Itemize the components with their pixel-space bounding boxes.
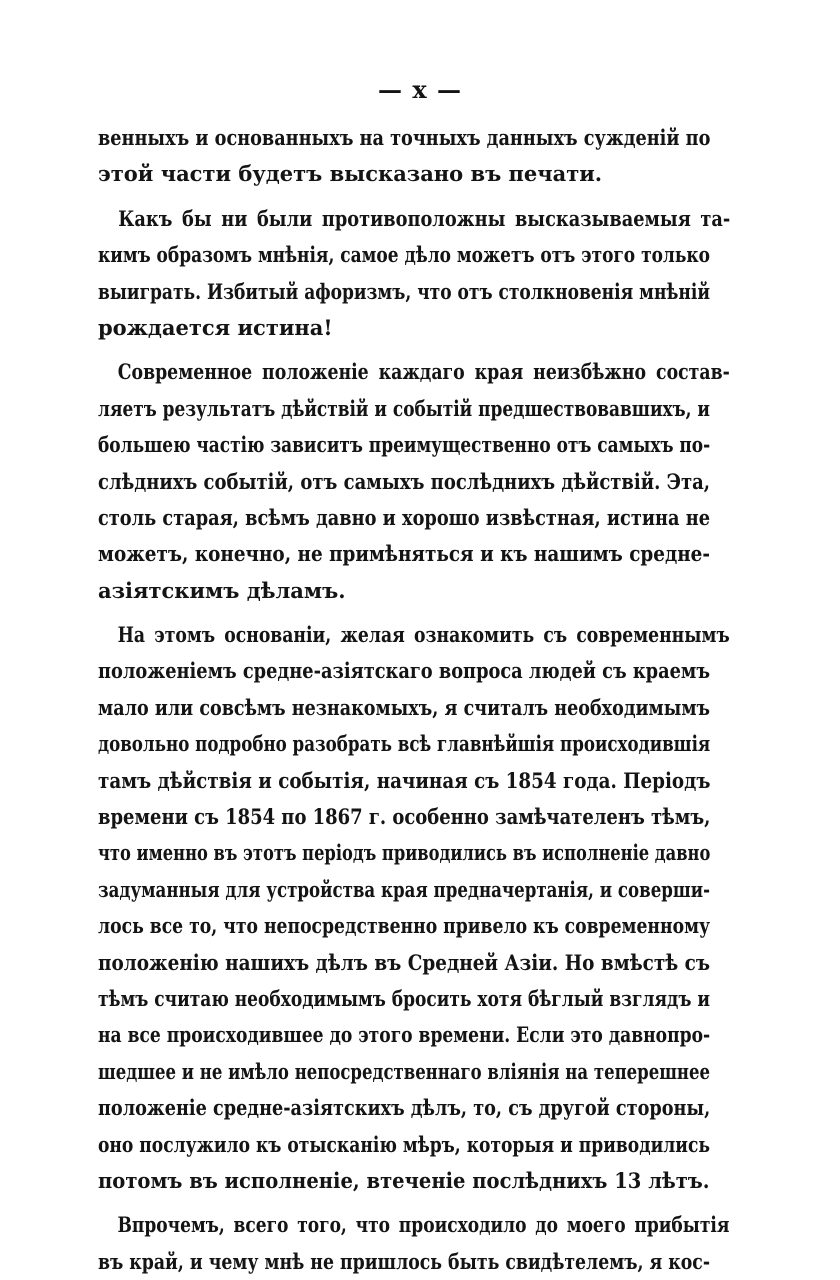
text-line: довольно подробно разобрать всѣ главнѣйшія происходившія xyxy=(98,731,710,757)
text-line: шедшее и не имѣло непосредственнаго вліянія на теперешнее xyxy=(98,1058,710,1084)
text-line: слѣднихъ событій, отъ самыхъ послѣднихъ дѣйствій. Эта, xyxy=(98,468,710,494)
text-line: положеніе средне-азіятскихъ дѣлъ, то, съ другой стороны, xyxy=(98,1095,710,1121)
text-line: столь старая, всѣмъ давно и хорошо извѣстная, истина не xyxy=(98,504,710,530)
text-line: этой части будетъ высказано въ печати. xyxy=(98,161,603,187)
text-line: ляетъ результатъ дѣйствій и событій предшествовавшихъ, и xyxy=(98,395,710,421)
text-line: мало или совсѣмъ незнакомыхъ, я считалъ необходимымъ xyxy=(98,694,710,720)
text-line: можетъ, конечно, не примѣняться и къ нашимъ средне- xyxy=(98,541,710,567)
text-line: времени съ 1854 по 1867 г. особенно замѣчателенъ тѣмъ, xyxy=(98,804,710,830)
text-line: положенію нашихъ дѣлъ въ Средней Азіи. Но вмѣстѣ съ xyxy=(98,949,710,975)
text-line: Впрочемъ, всего того, что происходило до моего прибытія xyxy=(117,1212,730,1238)
text-line: въ край, и чему мнѣ не пришлось быть свидѣтелемъ, я кос- xyxy=(98,1248,710,1274)
paragraph xyxy=(98,354,730,609)
paragraph xyxy=(98,120,710,193)
text-line: Какъ бы ни были противоположны высказываемыя та- xyxy=(118,205,731,231)
text-line: положеніемъ средне-азіятскаго вопроса людей съ краемъ xyxy=(98,658,710,684)
paragraph xyxy=(98,201,731,347)
text-line: тамъ дѣйствія и событія, начиная съ 1854 года. Періодъ xyxy=(98,767,710,793)
text-line: задуманныя для устройства края предначертанія, и соверши- xyxy=(98,876,710,902)
text-line: тѣмъ считаю необходимымъ бросить хотя бѣглый взглядъ и xyxy=(98,985,710,1011)
text-line: Современное положеніе каждаго края неизбѣжно состав- xyxy=(117,359,730,385)
text-line: что именно въ этотъ періодъ приводились въ исполненіе давно xyxy=(98,840,710,866)
paragraph xyxy=(98,1207,730,1280)
text-line: на все происходившее до этого времени. Если это давнопро- xyxy=(98,1022,710,1048)
text-line: лось все то, что непосредственно привело къ современному xyxy=(98,913,710,939)
text-line: На этомъ основаніи, желая ознакомить съ современнымъ xyxy=(117,622,730,648)
text-line: азіятскимъ дѣламъ. xyxy=(98,577,346,603)
body-text xyxy=(98,120,731,1280)
text-line: венныхъ и основанныхъ на точныхъ данныхъ сужденій по xyxy=(98,125,710,150)
text-line: потомъ въ исполненіе, втеченіе послѣднихъ 13 лѣтъ. xyxy=(98,1167,710,1193)
text-line: оно послужило къ отысканію мѣръ, которыя и приводились xyxy=(98,1131,710,1157)
text-line: рождается истина! xyxy=(98,314,333,340)
text-line: кимъ образомъ мнѣнія, самое дѣло можетъ отъ этого только xyxy=(98,242,710,268)
paragraph xyxy=(98,617,730,1199)
text-line: выиграть. Избитый афоризмъ, что отъ столкновенія мнѣній xyxy=(98,278,710,304)
text-line: большею частію зависитъ преимущественно отъ самыхъ по- xyxy=(98,432,710,458)
page-number: — x — xyxy=(377,75,463,104)
